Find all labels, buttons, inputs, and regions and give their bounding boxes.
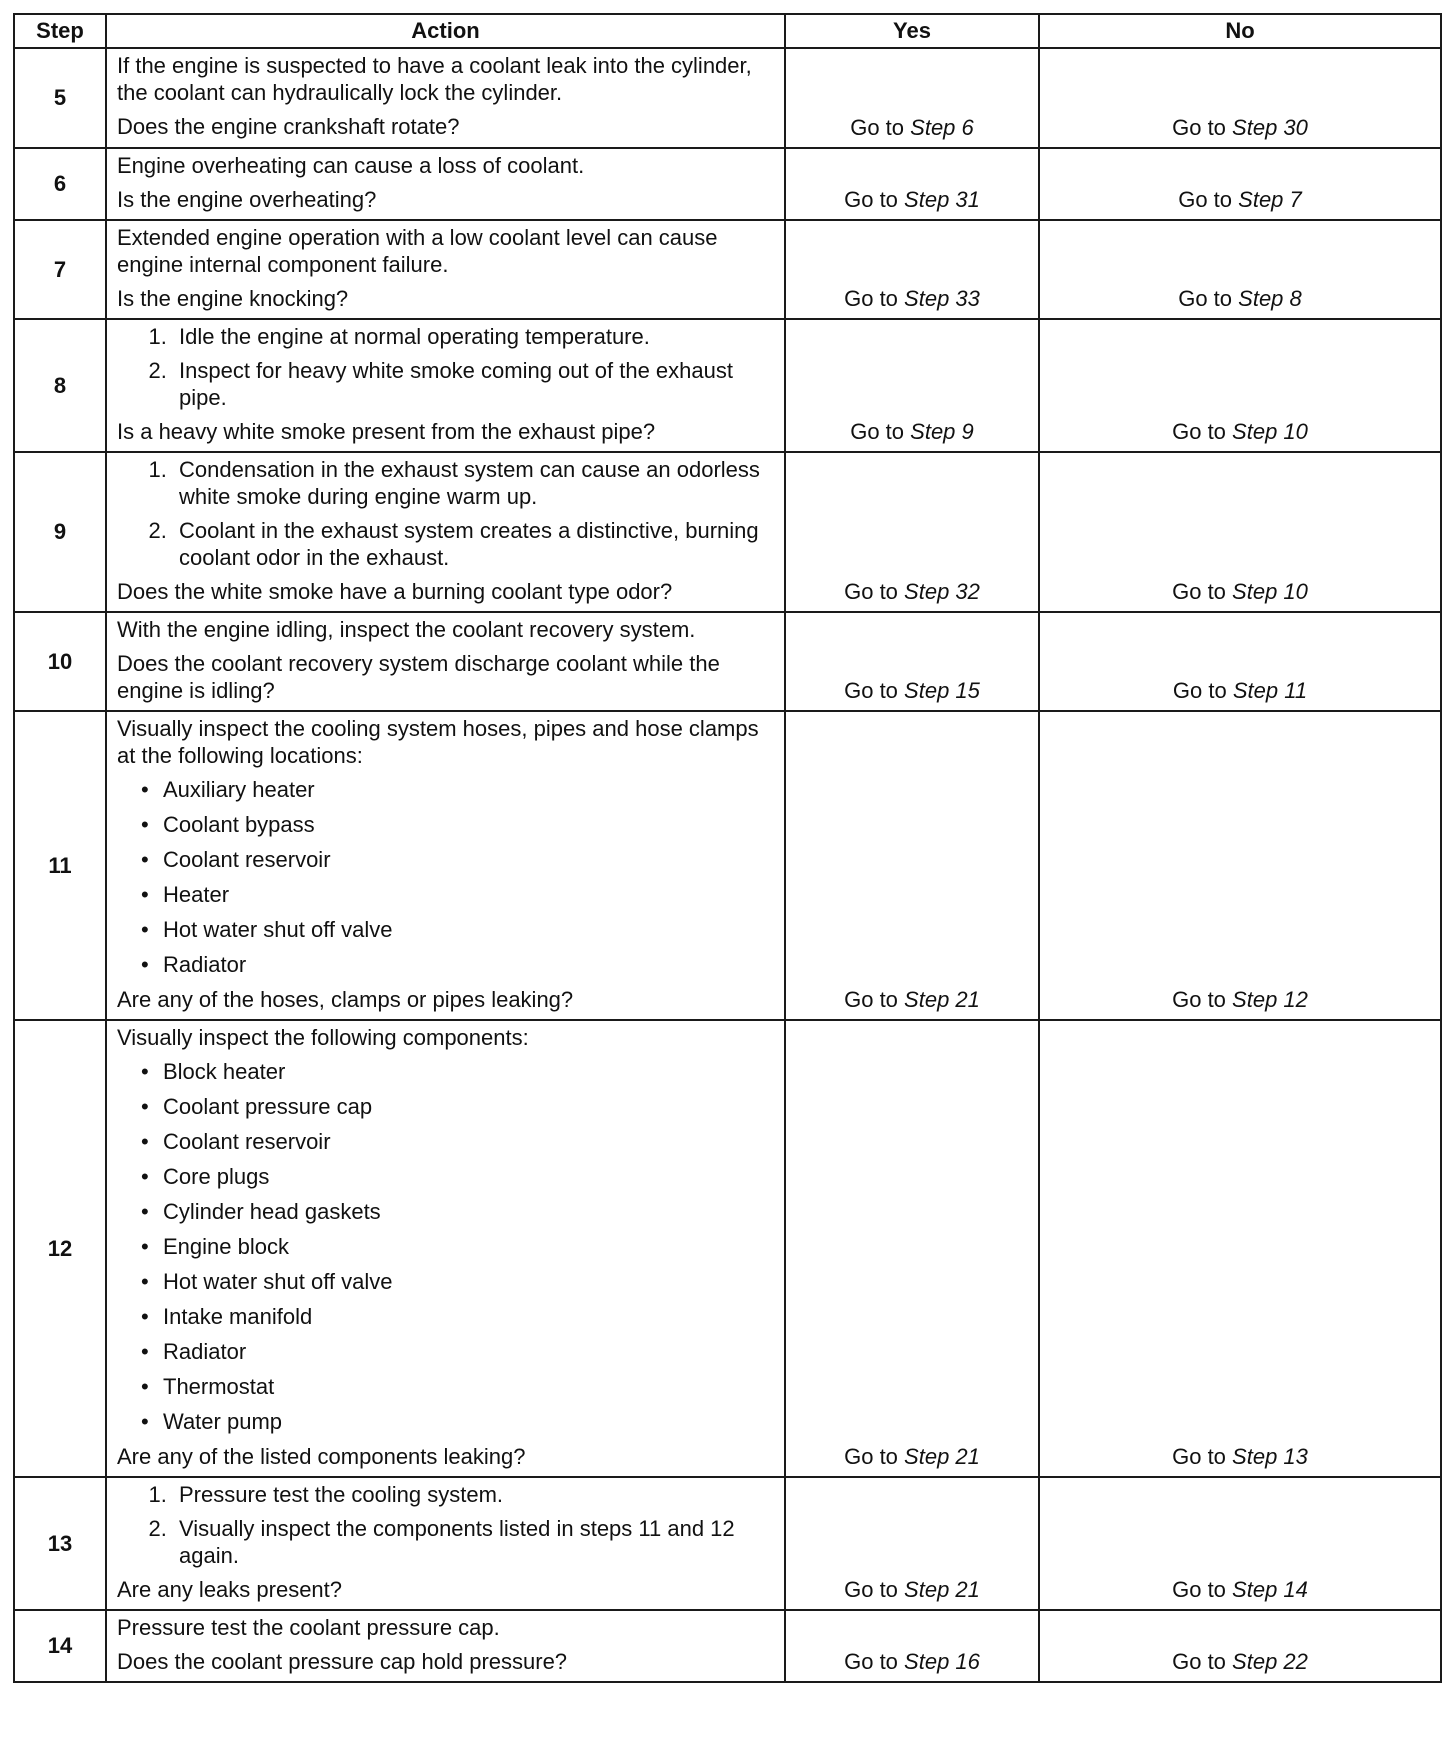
no-cell — [1039, 1610, 1441, 1682]
goto-prefix: Go to — [1172, 678, 1227, 703]
table-row — [14, 1610, 1441, 1682]
goto-prefix: Go to — [844, 1649, 898, 1674]
table-row — [14, 711, 1441, 1020]
goto-prefix: Go to — [1172, 987, 1226, 1012]
yes-goto-step: Step 16 — [904, 1649, 980, 1674]
step-number: 11 — [14, 711, 106, 1020]
question-text: Does the white smoke have a burning coolant type odor? — [117, 579, 673, 604]
goto-prefix: Go to — [844, 1577, 898, 1602]
no-cell — [1039, 319, 1441, 452]
bullet-item: • Coolant reservoir — [163, 846, 778, 873]
no-cell — [1039, 1477, 1441, 1610]
action-text: Extended engine operation with a low coolant level can cause engine internal component failure. — [117, 225, 718, 277]
no-cell — [1039, 452, 1441, 612]
question-text: Are any leaks present? — [117, 1577, 343, 1602]
goto-prefix: Go to — [1178, 286, 1233, 311]
question-text: Is the engine knocking? — [117, 286, 349, 311]
header-row — [14, 14, 1441, 48]
step-number: 6 — [14, 148, 106, 220]
bullet-item: • Heater — [163, 881, 778, 908]
action-text: Pressure test the coolant pressure cap. — [117, 1615, 500, 1640]
no-cell — [1039, 48, 1441, 148]
goto-prefix: Go to — [844, 1444, 898, 1469]
bullet-item: • Coolant bypass — [163, 811, 778, 838]
no-goto-step: Step 30 — [1232, 115, 1308, 140]
diagnostic-table — [13, 13, 1442, 1683]
numbered-item: 2. Visually inspect the components listed in steps 11 and 12 again. — [173, 1515, 778, 1569]
no-goto-step: Step 7 — [1238, 187, 1302, 212]
bullet-item: • Hot water shut off valve — [163, 1268, 778, 1295]
no-goto-step: Step 14 — [1232, 1577, 1308, 1602]
yes-cell — [785, 711, 1039, 1020]
yes-cell — [785, 1610, 1039, 1682]
yes-goto-step: Step 15 — [904, 678, 980, 703]
no-cell — [1039, 1020, 1441, 1477]
goto-prefix: Go to — [1172, 115, 1226, 140]
bullet-list — [117, 1058, 778, 1435]
goto-prefix: Go to — [1172, 1649, 1226, 1674]
header-action: Action — [106, 14, 785, 48]
yes-goto-step: Step 21 — [904, 1577, 980, 1602]
bullet-item: • Coolant reservoir — [163, 1128, 778, 1155]
header-step: Step — [14, 14, 106, 48]
yes-cell — [785, 1477, 1039, 1610]
no-cell — [1039, 711, 1441, 1020]
goto-prefix: Go to — [1172, 579, 1226, 604]
numbered-item: 1. Pressure test the cooling system. — [173, 1481, 778, 1508]
step-number: 12 — [14, 1020, 106, 1477]
action-text: Engine overheating can cause a loss of coolant. — [117, 153, 585, 178]
no-cell — [1039, 220, 1441, 319]
question-text: Are any of the hoses, clamps or pipes leaking? — [117, 987, 574, 1012]
goto-prefix: Go to — [844, 187, 898, 212]
bullet-item: • Block heater — [163, 1058, 778, 1085]
table-row — [14, 220, 1441, 319]
action-text: If the engine is suspected to have a coolant leak into the cylinder, the coolant can hydraulically lock the cylinder. — [117, 53, 752, 105]
yes-goto-step: Step 31 — [904, 187, 980, 212]
yes-goto-step: Step 6 — [910, 115, 974, 140]
question-text: Are any of the listed components leaking? — [117, 1444, 526, 1469]
action-cell — [106, 148, 785, 220]
step-number: 13 — [14, 1477, 106, 1610]
numbered-list — [117, 323, 778, 411]
bullet-item: • Hot water shut off valve — [163, 916, 778, 943]
yes-cell — [785, 220, 1039, 319]
question-text: Is the engine overheating? — [117, 187, 377, 212]
step-number: 8 — [14, 319, 106, 452]
yes-goto-step: Step 9 — [910, 419, 974, 444]
question-text: Does the engine crankshaft rotate? — [117, 114, 460, 139]
yes-goto-step: Step 21 — [904, 1444, 980, 1469]
action-cell — [106, 220, 785, 319]
bullet-item: • Radiator — [163, 951, 778, 978]
table-row — [14, 1020, 1441, 1477]
no-goto-step: Step 10 — [1232, 419, 1308, 444]
bullet-item: • Core plugs — [163, 1163, 778, 1190]
no-cell — [1039, 612, 1441, 711]
numbered-item: 2. Coolant in the exhaust system creates a distinctive, burning coolant odor in the exhaust. — [173, 517, 778, 571]
header-yes: Yes — [785, 14, 1039, 48]
goto-prefix: Go to — [844, 579, 898, 604]
yes-cell — [785, 319, 1039, 452]
goto-prefix: Go to — [1172, 1444, 1226, 1469]
question-text: Is a heavy white smoke present from the exhaust pipe? — [117, 419, 656, 444]
question-text: Does the coolant pressure cap hold pressure? — [117, 1649, 568, 1674]
action-cell — [106, 452, 785, 612]
bullet-item: • Water pump — [163, 1408, 778, 1435]
table-row — [14, 612, 1441, 711]
no-goto-step: Step 22 — [1232, 1649, 1308, 1674]
question-text: Does the coolant recovery system discharge coolant while the engine is idling? — [117, 651, 720, 703]
step-number: 10 — [14, 612, 106, 711]
goto-prefix: Go to — [844, 987, 898, 1012]
action-text: Visually inspect the following components: — [117, 1025, 529, 1050]
no-goto-step: Step 11 — [1232, 678, 1308, 703]
table-row — [14, 319, 1441, 452]
yes-cell — [785, 452, 1039, 612]
step-number: 5 — [14, 48, 106, 148]
step-number: 7 — [14, 220, 106, 319]
action-cell — [106, 1020, 785, 1477]
step-number: 14 — [14, 1610, 106, 1682]
goto-prefix: Go to — [844, 286, 898, 311]
bullet-item: • Auxiliary heater — [163, 776, 778, 803]
action-cell — [106, 1477, 785, 1610]
action-text: Visually inspect the cooling system hoses, pipes and hose clamps at the following locations: — [117, 716, 759, 768]
numbered-list — [117, 1481, 778, 1569]
action-cell — [106, 1610, 785, 1682]
table-row — [14, 1477, 1441, 1610]
no-goto-step: Step 12 — [1232, 987, 1308, 1012]
action-cell — [106, 612, 785, 711]
yes-cell — [785, 48, 1039, 148]
no-goto-step: Step 8 — [1238, 286, 1302, 311]
yes-cell — [785, 1020, 1039, 1477]
yes-cell — [785, 148, 1039, 220]
no-goto-step: Step 13 — [1232, 1444, 1308, 1469]
numbered-item: 2. Inspect for heavy white smoke coming out of the exhaust pipe. — [173, 357, 778, 411]
action-cell — [106, 48, 785, 148]
yes-goto-step: Step 21 — [904, 987, 980, 1012]
bullet-item: • Engine block — [163, 1233, 778, 1260]
bullet-item: • Thermostat — [163, 1373, 778, 1400]
yes-goto-step: Step 33 — [904, 286, 980, 311]
bullet-item: • Intake manifold — [163, 1303, 778, 1330]
action-text: With the engine idling, inspect the coolant recovery system. — [117, 617, 696, 642]
table-row — [14, 148, 1441, 220]
numbered-list — [117, 456, 778, 571]
no-cell — [1039, 148, 1441, 220]
action-cell — [106, 711, 785, 1020]
bullet-list — [117, 776, 778, 978]
yes-cell — [785, 612, 1039, 711]
action-cell — [106, 319, 785, 452]
bullet-item: • Cylinder head gaskets — [163, 1198, 778, 1225]
goto-prefix: Go to — [850, 419, 905, 444]
table-row — [14, 452, 1441, 612]
yes-goto-step: Step 32 — [904, 579, 980, 604]
bullet-item: • Radiator — [163, 1338, 778, 1365]
numbered-item: 1. Idle the engine at normal operating temperature. — [173, 323, 778, 350]
numbered-item: 1. Condensation in the exhaust system can cause an odorless white smoke during engine warm up. — [173, 456, 778, 510]
goto-prefix: Go to — [1178, 187, 1233, 212]
no-goto-step: Step 10 — [1232, 579, 1308, 604]
goto-prefix: Go to — [1172, 419, 1226, 444]
bullet-item: • Coolant pressure cap — [163, 1093, 778, 1120]
table-row — [14, 48, 1441, 148]
goto-prefix: Go to — [850, 115, 905, 140]
header-no: No — [1039, 14, 1441, 48]
goto-prefix: Go to — [1172, 1577, 1226, 1602]
goto-prefix: Go to — [844, 678, 898, 703]
step-number: 9 — [14, 452, 106, 612]
